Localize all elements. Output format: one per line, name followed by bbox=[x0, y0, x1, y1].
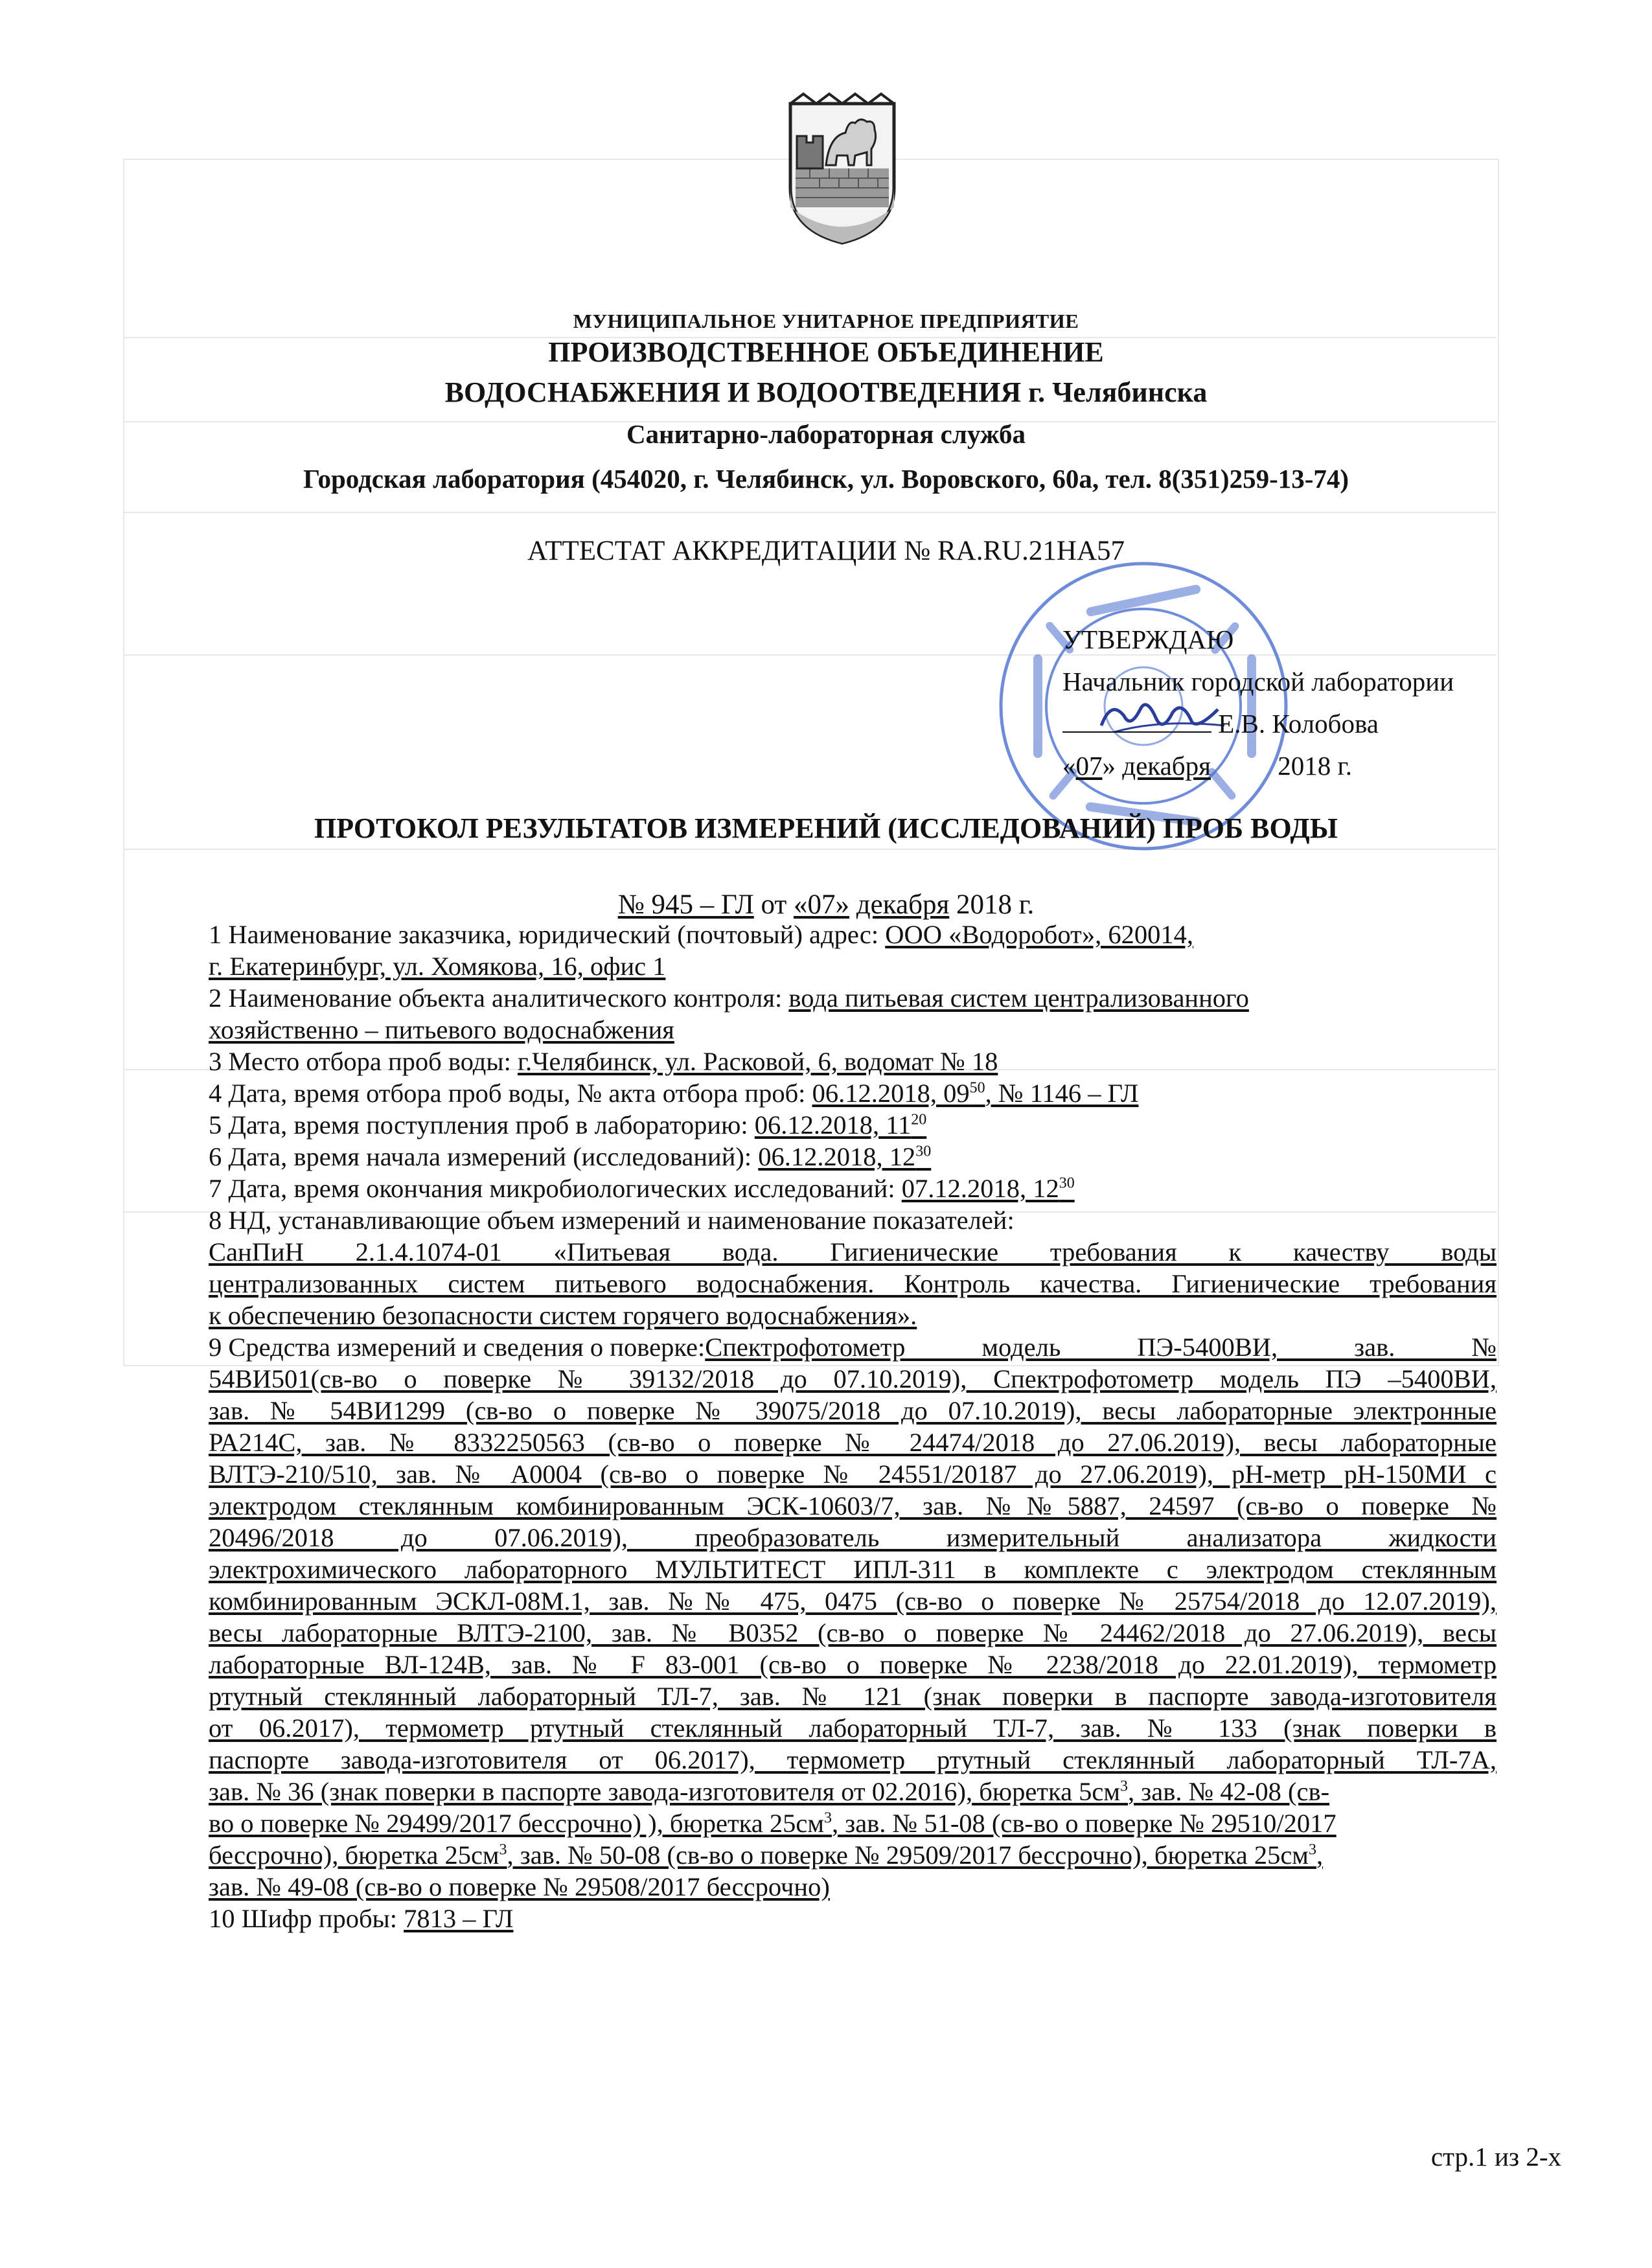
protocol-month: декабря bbox=[856, 889, 950, 920]
item-9-line-15 bbox=[209, 1776, 1329, 1807]
item-9-text: Спектрофотометр модель ПЭ-5400ВИ, зав. № bbox=[705, 1333, 1497, 1362]
item-9-line-12: ртутный стеклянный лабораторный ТЛ-7, зав. № 121 (знак поверки в паспорте завода-изготовителя bbox=[209, 1682, 1497, 1711]
item-9-line-17-b: , зав. № 50-08 (св-во о поверке № 29509/2017 бессрочно), бюретка 25см bbox=[507, 1840, 1309, 1870]
item-4-minutes: 50 bbox=[969, 1079, 985, 1097]
accreditation-number: АТТЕСТАТ АККРЕДИТАЦИИ № RA.RU.21НА57 bbox=[527, 536, 1125, 566]
org-name-line1: ПРОИЗВОДСТВЕННОЕ ОБЪЕДИНЕНИЕ bbox=[548, 336, 1104, 368]
item-7-minutes: 30 bbox=[1059, 1174, 1075, 1192]
item-8-line-1: СанПиН 2.1.4.1074-01 «Питьевая вода. Гигиенические требования к качеству воды bbox=[209, 1237, 1497, 1266]
item-6-value: 06.12.2018, 12 bbox=[758, 1142, 916, 1171]
item-7-value: 07.12.2018, 12 bbox=[901, 1174, 1059, 1203]
item-6 bbox=[209, 1141, 931, 1173]
item-1-line-2 bbox=[209, 950, 665, 982]
item-9-label: 9 Средства измерений и сведения о поверке: bbox=[209, 1333, 706, 1362]
item-5-label: 5 Дата, время поступления проб в лабораторию: bbox=[209, 1110, 755, 1140]
item-9-line-16-b: , зав. № 51-08 (св-во о поверке № 29510/2017 bbox=[831, 1809, 1337, 1838]
approval-date bbox=[1062, 745, 1454, 787]
protocol-day: «07» bbox=[794, 889, 850, 920]
approval-day: 07 bbox=[1075, 751, 1103, 781]
item-2-line-2 bbox=[209, 1014, 674, 1046]
item-5-minutes: 20 bbox=[911, 1111, 927, 1128]
item-9-line-16-a: во о поверке № 29499/2017 бессрочно) ), бюретка 25см bbox=[209, 1809, 824, 1838]
protocol-number: № 945 – ГЛ bbox=[617, 889, 754, 920]
item-9-line-9: комбинированным ЭСКЛ-08М.1, зав. №№ 475, 0475 (св-во о поверке № 25754/2018 до 12.07.2019), bbox=[209, 1586, 1497, 1616]
item-4-value: 06.12.2018, 09 bbox=[812, 1079, 970, 1108]
date-quote-open: « bbox=[1062, 751, 1076, 781]
item-1-line-1 bbox=[209, 919, 1193, 950]
item-3-value: г.Челябинск, ул. Расковой, 6, водомат № 18 bbox=[518, 1047, 998, 1076]
item-9-line-17 bbox=[209, 1839, 1323, 1871]
item-8-label: 8 НД, устанавливающие объем измерений и наименование показателей: bbox=[209, 1206, 1015, 1235]
item-9-line-17-a: бессрочно), бюретка 25см bbox=[209, 1840, 499, 1870]
item-9-line-14: паспорте завода-изготовителя от 06.2017), термометр ртутный стеклянный лабораторный ТЛ-7А, bbox=[209, 1745, 1497, 1774]
item-7 bbox=[209, 1173, 1075, 1204]
item-3-label: 3 Место отбора проб воды: bbox=[209, 1047, 518, 1076]
item-7-label: 7 Дата, время окончания микробиологических исследований: bbox=[209, 1174, 902, 1203]
item-9-line-2: 54ВИ501(св-во о поверке № 39132/2018 до 07.10.2019), Спектрофотометр модель ПЭ –5400ВИ, bbox=[209, 1364, 1497, 1393]
item-9-line-10: весы лабораторные ВЛТЭ-2100, зав. № В0352 (св-во о поверке № 24462/2018 до 27.06.2019), весы bbox=[209, 1618, 1497, 1647]
approval-year: 2018 г. bbox=[1278, 751, 1352, 781]
item-1-label: 1 Наименование заказчика, юридический (почтовый) адрес: bbox=[209, 920, 886, 949]
approval-signature-line bbox=[1062, 703, 1454, 745]
protocol-from: от bbox=[761, 889, 787, 920]
item-9-line-1 bbox=[209, 1331, 1497, 1363]
date-quote-close: » bbox=[1102, 751, 1116, 781]
item-8-line-3: к обеспечению безопасности систем горячего водоснабжения». bbox=[209, 1301, 917, 1330]
item-2-value: вода питьевая систем централизованного bbox=[788, 983, 1249, 1013]
item-4-label: 4 Дата, время отбора проб воды, № акта отбора проб: bbox=[209, 1079, 812, 1108]
item-1-value-cont: г. Екатеринбург, ул. Хомякова, 16, офис 1 bbox=[209, 952, 666, 981]
item-10-label: 10 Шифр пробы: bbox=[209, 1904, 404, 1933]
item-9-line-5: ВЛТЭ-210/510, зав. № А0004 (св-во о поверке № 24551/20187 до 27.06.2019), рН-метр рН-150МИ с bbox=[209, 1460, 1497, 1489]
item-9-line-4: РА214С, зав. № 8332250563 (св-во о поверке № 24474/2018 до 27.06.2019), весы лабораторные bbox=[209, 1428, 1497, 1457]
protocol-number-line bbox=[0, 889, 1652, 921]
approval-title: УТВЕРЖДАЮ bbox=[1062, 624, 1234, 654]
item-6-minutes: 30 bbox=[915, 1143, 932, 1160]
approval-name: Е.В. Колобова bbox=[1218, 709, 1379, 739]
item-9-line-3: зав. № 54ВИ1299 (св-во о поверке № 39075/2018 до 07.10.2019), весы лабораторные электронные bbox=[209, 1396, 1497, 1425]
item-9-line-13: от 06.2017), термометр ртутный стеклянный лабораторный ТЛ-7, зав. № 133 (знак поверки в bbox=[209, 1713, 1497, 1743]
item-10-value: 7813 – ГЛ bbox=[404, 1904, 514, 1933]
item-9-line-7: 20496/2018 до 07.06.2019), преобразователь измерительный анализатора жидкости bbox=[209, 1523, 1497, 1552]
ghost-rule bbox=[123, 512, 1497, 513]
protocol-year: 2018 г. bbox=[956, 889, 1035, 920]
item-8-line-2: централизованных систем питьевого водоснабжения. Контроль качества. Гигиенические требования bbox=[209, 1269, 1497, 1298]
item-9-line-15-a: зав. № 36 (знак поверки в паспорте завода-изготовителя от 02.2016), бюретка 5cм bbox=[209, 1777, 1121, 1806]
item-5-value: 06.12.2018, 11 bbox=[754, 1110, 912, 1140]
item-9-line-6: электродом стеклянным комбинированным ЭСК-10603/7, зав. №№5887, 24597 (св-во о поверке № bbox=[209, 1491, 1497, 1520]
item-1-value: ООО «Водоробот», 620014, bbox=[885, 920, 1193, 949]
item-4-act-number: , № 1146 – ГЛ bbox=[985, 1079, 1139, 1108]
approval-position: Начальник городской лаборатории bbox=[1062, 667, 1454, 696]
item-2-line-1 bbox=[209, 982, 1249, 1014]
approval-month: декабря bbox=[1122, 751, 1211, 781]
signature-line bbox=[1062, 709, 1211, 733]
item-5 bbox=[209, 1109, 926, 1141]
service-name: Санитарно-лабораторная служба bbox=[626, 419, 1026, 449]
page-number: стр.1 из 2-х bbox=[1430, 2142, 1561, 2171]
item-9-line-8: электрохимического лабораторного МУЛЬТИТЕСТ ИПЛ-311 в комплекте с электродом стеклянным bbox=[209, 1555, 1497, 1584]
item-9-line-16-sup: 3 bbox=[823, 1809, 832, 1827]
item-3 bbox=[209, 1046, 998, 1077]
document-title: ПРОТОКОЛ РЕЗУЛЬТАТОВ ИЗМЕРЕНИЙ (ИССЛЕДОВАНИЙ) ПРОБ ВОДЫ bbox=[314, 812, 1338, 844]
item-9-line-16 bbox=[209, 1807, 1337, 1839]
org-type: МУНИЦИПАЛЬНОЕ УНИТАРНОЕ ПРЕДПРИЯТИЕ bbox=[573, 310, 1079, 332]
item-9-line-15-b: , зав. № 42-08 (св- bbox=[1128, 1777, 1330, 1806]
item-6-label: 6 Дата, время начала измерений (исследований): bbox=[209, 1142, 759, 1171]
item-2-label: 2 Наименование объекта аналитического контроля: bbox=[209, 983, 789, 1013]
item-10 bbox=[209, 1903, 513, 1934]
lab-address: Городская лаборатория (454020, г. Челябинск, ул. Воровского, 60а, тел. 8(351)259-13-74) bbox=[303, 464, 1349, 494]
city-crest-icon bbox=[784, 91, 901, 246]
item-9-line-18: зав. № 49-08 (св-во о поверке № 29508/2017 бессрочно) bbox=[209, 1872, 830, 1901]
item-9-line-17-sup: 3 bbox=[499, 1841, 507, 1859]
item-9-line-15-sup: 3 bbox=[1120, 1778, 1129, 1795]
item-9-line-11: лабораторные ВЛ-124В, зав. № F 83-001 (св-во о поверке № 2238/2018 до 22.01.2019), термометр bbox=[209, 1650, 1497, 1679]
approval-block bbox=[1062, 619, 1454, 787]
item-2-value-cont: хозяйственно – питьевого водоснабжения bbox=[209, 1015, 674, 1044]
item-9-line-17-c: , bbox=[1316, 1840, 1324, 1870]
item-9-line-17-sup2: 3 bbox=[1308, 1841, 1316, 1859]
item-4 bbox=[209, 1077, 1138, 1109]
org-name-line2: ВОДОСНАБЖЕНИЯ И ВОДООТВЕДЕНИЯ г. Челябинска bbox=[444, 376, 1208, 408]
